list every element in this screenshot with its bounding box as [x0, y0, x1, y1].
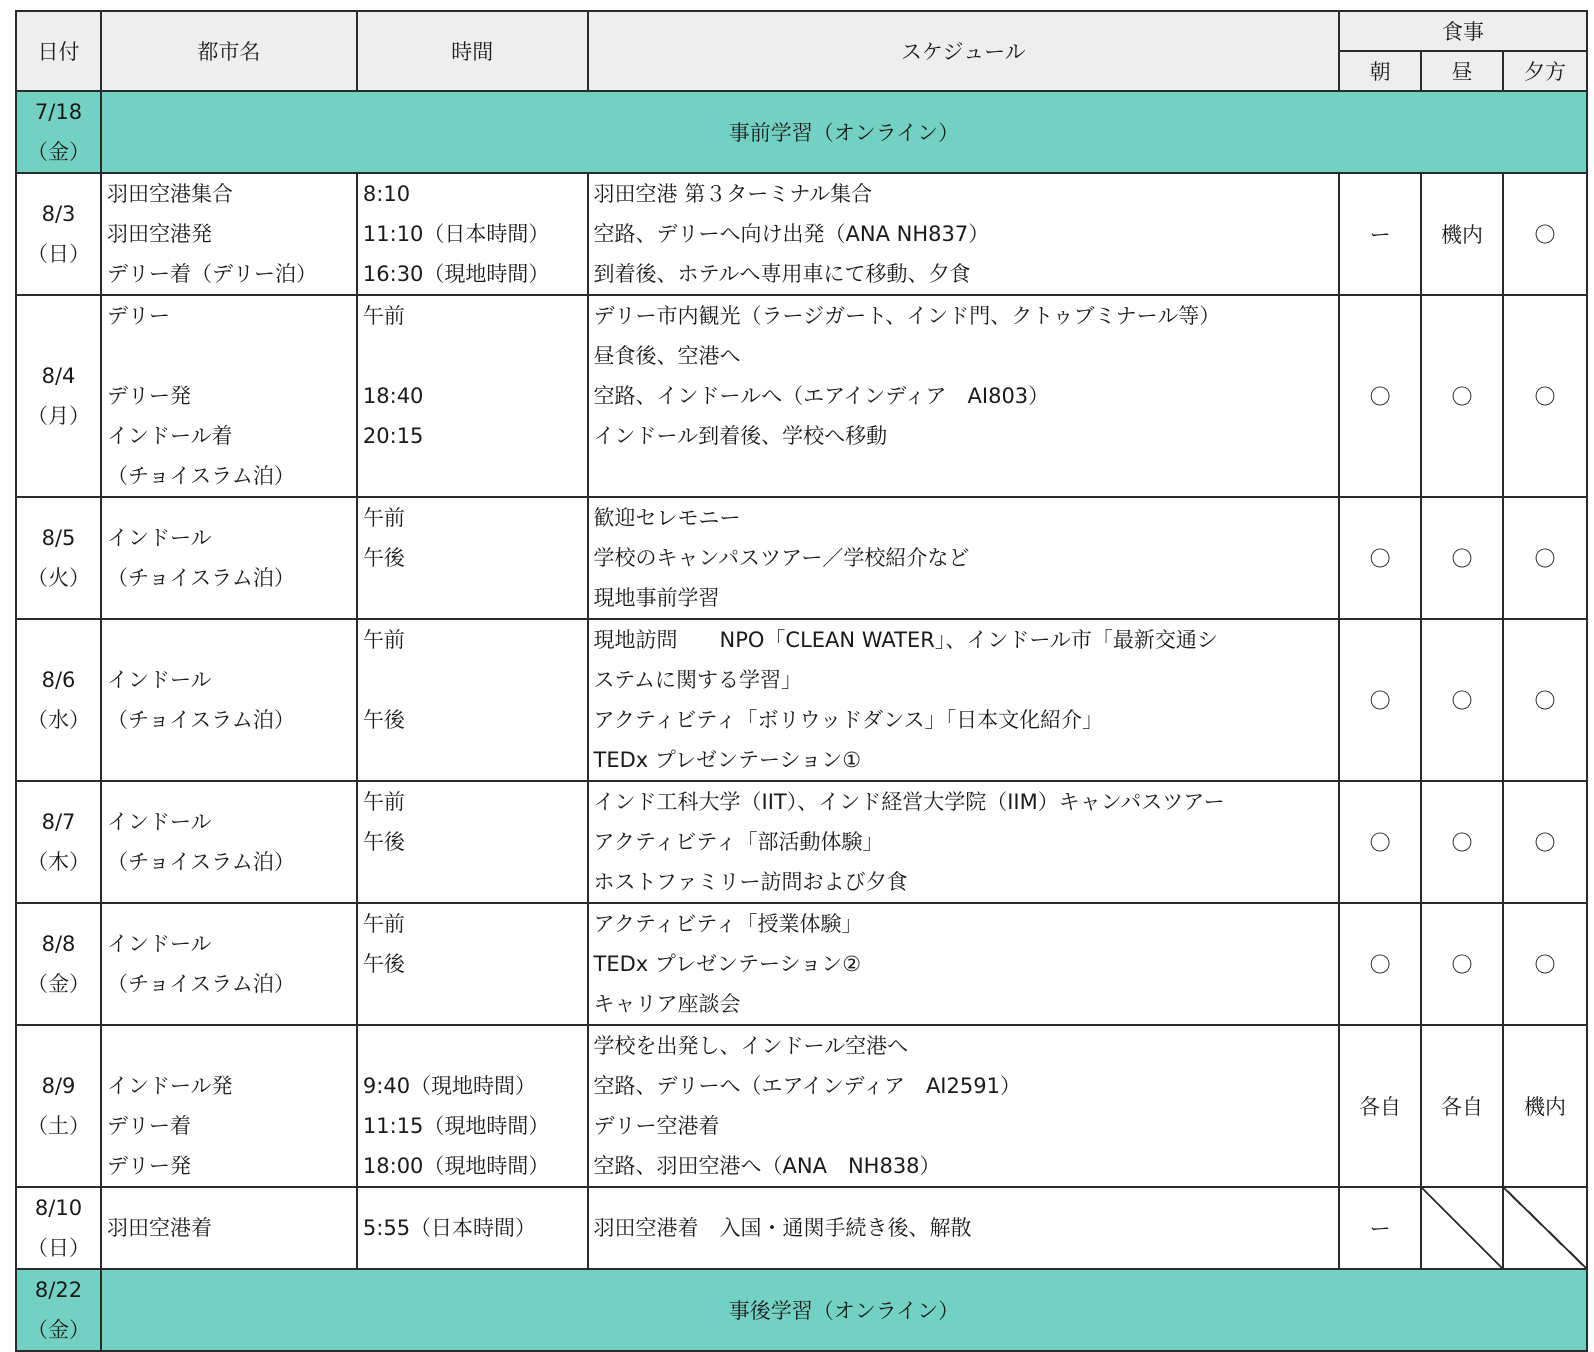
time-line: 5:55（日本時間）	[362, 1216, 537, 1240]
day-row	[16, 903, 1587, 1025]
schedule-line: ホストファミリー訪問および夕食	[593, 870, 908, 894]
weekday-text: （日）	[26, 242, 90, 266]
weekday-text: （金）	[26, 972, 90, 996]
header-meals: 食事	[1339, 11, 1587, 51]
schedule-line: 空路、デリーへ向け出発（ANA NH837）	[593, 222, 990, 246]
weekday-text: （水）	[26, 708, 90, 732]
date-text: 8/8	[41, 932, 76, 956]
weekday-text: （月）	[26, 404, 90, 428]
schedule-line: 羽田空港着 入国・通関手続き後、解散	[593, 1216, 972, 1240]
city-line: デリー着（デリー泊）	[106, 262, 317, 286]
schedule-line: 歓迎セレモニー	[593, 506, 741, 530]
time-line	[363, 862, 587, 902]
day-row	[16, 497, 1587, 619]
meal-breakfast: 〇	[1339, 903, 1421, 1025]
meal-breakfast: 〇	[1339, 619, 1421, 781]
time-line: 9:40（現地時間）	[362, 1074, 537, 1098]
city-line: （チョイスラム泊）	[106, 972, 295, 996]
date-text: 8/4	[41, 364, 76, 388]
time-line	[363, 456, 587, 496]
meal-lunch: 機内	[1421, 173, 1503, 295]
meal-dinner: 〇	[1503, 173, 1587, 295]
schedule-line: 学校を出発し、インドール空港へ	[593, 1034, 909, 1058]
city-cell	[101, 1025, 357, 1187]
date-cell	[16, 173, 101, 295]
time-line: 11:15（現地時間）	[362, 1114, 550, 1138]
time-line	[363, 660, 587, 700]
meal-breakfast: 〇	[1339, 295, 1421, 497]
meal-dinner: 〇	[1503, 781, 1587, 903]
schedule-cell	[588, 619, 1340, 781]
city-line	[107, 336, 356, 376]
schedule-line: インド工科大学（IIT）、インド経営大学院（IIM）キャンパスツアー	[593, 790, 1225, 814]
time-line: 午後	[362, 952, 405, 976]
header-time: 時間	[357, 11, 588, 91]
city-line: インドール着	[106, 424, 233, 448]
schedule-line: 空路、デリーへ（エアインディア AI2591）	[593, 1074, 1021, 1098]
city-line: インドール	[106, 668, 212, 692]
time-line	[363, 984, 587, 1024]
city-cell	[101, 903, 357, 1025]
city-line: インドール	[106, 810, 212, 834]
meal-lunch: 各自	[1421, 1025, 1503, 1187]
city-line: 羽田空港集合	[106, 182, 233, 206]
schedule-line: TEDx プレゼンテーション①	[593, 748, 862, 772]
time-cell	[357, 295, 588, 497]
schedule-cell	[588, 781, 1340, 903]
meal-breakfast: 〇	[1339, 497, 1421, 619]
time-line	[363, 1026, 587, 1066]
time-line: 午後	[362, 830, 405, 854]
header-city: 都市名	[101, 11, 357, 91]
city-cell	[101, 781, 357, 903]
time-line: 16:30（現地時間）	[362, 262, 550, 286]
schedule-line: インドール到着後、学校へ移動	[593, 424, 888, 448]
schedule-line: 現地事前学習	[593, 586, 720, 610]
header-schedule: スケジュール	[588, 11, 1340, 91]
schedule-line: 空路、インドールへ（エアインディア AI803）	[593, 384, 1050, 408]
header-lunch: 昼	[1421, 51, 1503, 91]
time-line: 午前	[362, 304, 405, 328]
city-line: デリー	[106, 304, 170, 328]
time-cell	[357, 903, 588, 1025]
meal-lunch: 〇	[1421, 781, 1503, 903]
date-text: 8/3	[41, 202, 76, 226]
city-cell	[101, 1187, 357, 1269]
weekday-text: （土）	[26, 1114, 90, 1138]
time-cell	[357, 1025, 588, 1187]
city-line: 羽田空港発	[106, 222, 212, 246]
meal-lunch-slash	[1421, 1187, 1503, 1269]
city-line: （チョイスラム泊）	[106, 708, 295, 732]
pre-study-date: 7/18	[34, 100, 83, 124]
time-line	[363, 578, 587, 618]
meal-dinner: 〇	[1503, 295, 1587, 497]
meal-breakfast: ー	[1339, 1187, 1421, 1269]
schedule-cell	[588, 903, 1340, 1025]
itinerary-table	[15, 10, 1588, 1352]
time-line: 午後	[362, 546, 405, 570]
schedule-line: 羽田空港 第３ターミナル集合	[593, 182, 873, 206]
date-text: 8/10	[34, 1196, 83, 1220]
schedule-cell	[588, 295, 1340, 497]
post-study-day: （金）	[26, 1318, 90, 1342]
time-cell	[357, 1187, 588, 1269]
city-line: インドール発	[106, 1074, 233, 1098]
schedule-line: アクティビティ「部活動体験」	[593, 830, 884, 854]
meal-lunch: 〇	[1421, 497, 1503, 619]
city-line: 羽田空港着	[106, 1216, 212, 1240]
schedule-cell	[588, 173, 1340, 295]
post-study-date: 8/22	[34, 1278, 83, 1302]
date-cell	[16, 781, 101, 903]
time-line: 18:00（現地時間）	[362, 1154, 550, 1178]
schedule-cell	[588, 1025, 1340, 1187]
city-line: インドール	[106, 526, 212, 550]
time-line: 午前	[362, 628, 405, 652]
city-cell	[101, 619, 357, 781]
schedule-line: 昼食後、空港へ	[593, 344, 741, 368]
city-cell	[101, 497, 357, 619]
schedule-cell	[588, 497, 1340, 619]
post-study-date-cell	[16, 1269, 101, 1351]
day-row	[16, 781, 1587, 903]
city-cell	[101, 173, 357, 295]
schedule-cell	[588, 1187, 1340, 1269]
time-line	[363, 740, 587, 780]
schedule-line: TEDx プレゼンテーション②	[593, 952, 862, 976]
day-row	[16, 1025, 1587, 1187]
meal-breakfast: 〇	[1339, 781, 1421, 903]
weekday-text: （木）	[26, 850, 90, 874]
date-text: 8/9	[41, 1074, 76, 1098]
day-row	[16, 295, 1587, 497]
city-line: デリー着	[106, 1114, 191, 1138]
day-row	[16, 619, 1587, 781]
schedule-line: ステムに関する学習」	[593, 668, 803, 692]
header-dinner: 夕方	[1503, 51, 1587, 91]
time-cell	[357, 497, 588, 619]
pre-study-text: 事前学習（オンライン）	[101, 91, 1587, 173]
meal-dinner: 機内	[1503, 1025, 1587, 1187]
date-text: 8/5	[41, 526, 76, 550]
weekday-text: （火）	[26, 566, 90, 590]
date-cell	[16, 295, 101, 497]
meal-lunch: 〇	[1421, 619, 1503, 781]
schedule-line: 現地訪問 NPO「CLEAN WATER」、インドール市「最新交通シ	[593, 628, 1218, 652]
time-cell	[357, 619, 588, 781]
time-line: 18:40	[362, 384, 424, 408]
time-line: 午前	[362, 912, 405, 936]
date-cell	[16, 1187, 101, 1269]
meal-breakfast: ー	[1339, 173, 1421, 295]
meal-lunch: 〇	[1421, 903, 1503, 1025]
schedule-line: デリー市内観光（ラージガート、インド門、クトゥブミナール等）	[593, 304, 1221, 328]
time-line: 午前	[362, 790, 405, 814]
day-row	[16, 1187, 1587, 1269]
post-study-row	[16, 1269, 1587, 1351]
day-row	[16, 173, 1587, 295]
header-breakfast: 朝	[1339, 51, 1421, 91]
schedule-line: アクティビティ「授業体験」	[593, 912, 863, 936]
time-line: 午後	[362, 708, 405, 732]
date-cell	[16, 903, 101, 1025]
city-line: デリー発	[106, 1154, 191, 1178]
schedule-line: 学校のキャンパスツアー／学校紹介など	[593, 546, 970, 570]
schedule-line	[594, 456, 1339, 496]
meal-lunch: 〇	[1421, 295, 1503, 497]
time-line	[363, 336, 587, 376]
meal-dinner: 〇	[1503, 497, 1587, 619]
pre-study-row	[16, 91, 1587, 173]
schedule-line: アクティビティ「ボリウッドダンス」「日本文化紹介」	[593, 708, 1104, 732]
schedule-line: キャリア座談会	[593, 992, 741, 1016]
weekday-text: （日）	[26, 1236, 90, 1260]
pre-study-date-cell	[16, 91, 101, 173]
date-cell	[16, 1025, 101, 1187]
time-line: 午前	[362, 506, 405, 530]
meal-dinner: 〇	[1503, 903, 1587, 1025]
meal-dinner-slash	[1503, 1187, 1587, 1269]
schedule-line: 到着後、ホテルへ専用車にて移動、夕食	[593, 262, 971, 286]
date-text: 8/7	[41, 810, 76, 834]
schedule-line: デリー空港着	[593, 1114, 720, 1138]
city-line	[107, 1026, 356, 1066]
date-cell	[16, 619, 101, 781]
date-cell	[16, 497, 101, 619]
header-date: 日付	[16, 11, 101, 91]
time-line: 11:10（日本時間）	[362, 222, 550, 246]
pre-study-day: （金）	[26, 140, 90, 164]
time-line: 8:10	[362, 182, 411, 206]
time-line: 20:15	[362, 424, 424, 448]
time-cell	[357, 781, 588, 903]
meal-dinner: 〇	[1503, 619, 1587, 781]
post-study-text: 事後学習（オンライン）	[101, 1269, 1587, 1351]
date-text: 8/6	[41, 668, 76, 692]
city-line: （チョイスラム泊）	[106, 850, 295, 874]
city-line: （チョイスラム泊）	[106, 464, 295, 488]
meal-breakfast: 各自	[1339, 1025, 1421, 1187]
time-cell	[357, 173, 588, 295]
city-cell	[101, 295, 357, 497]
schedule-line: 空路、羽田空港へ（ANA NH838）	[593, 1154, 941, 1178]
city-line: インドール	[106, 932, 212, 956]
city-line: （チョイスラム泊）	[106, 566, 295, 590]
city-line: デリー発	[106, 384, 191, 408]
